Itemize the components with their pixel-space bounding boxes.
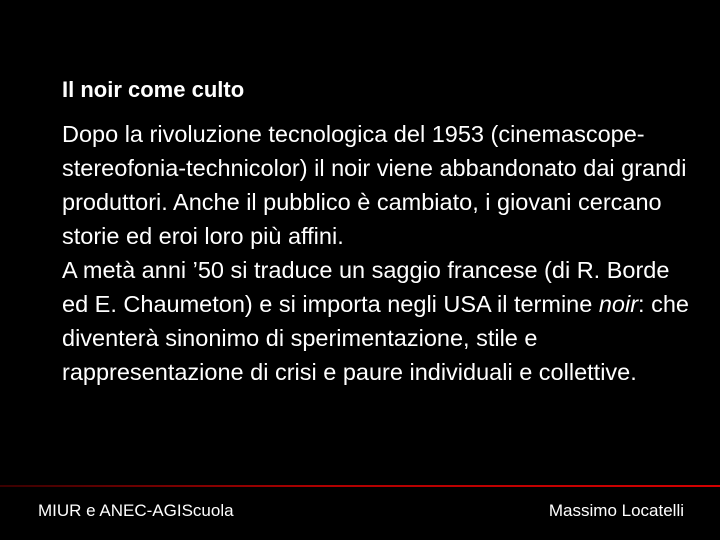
- footer-organization: MIUR e ANEC-AGIScuola: [38, 501, 234, 520]
- paragraph-2-end: : che diventerà sinonimo di sperimentazione, stile e rappresentazione di crisi e paure individuali e collettive.: [62, 291, 689, 385]
- paragraph-2-emphasis: noir: [598, 291, 639, 317]
- paragraph-2: [62, 253, 702, 389]
- slide-title: Il noir come culto: [62, 77, 245, 102]
- footer-author: Massimo Locatelli: [548, 501, 684, 520]
- paragraph-1: Dopo la rivoluzione tecnologica del 1953 (cinemascope-stereofonia-technicolor) il noir viene abbandonato dai grandi produttori. Anche il pubblico è cambiato, i giovani cercano storie ed eroi loro più affini.: [62, 121, 687, 249]
- paragraph-2-start: A metà anni ’50 si traduce un saggio francese (di R. Borde ed E. Chaumeton) e si importa negli USA il termine: [62, 257, 670, 317]
- slide-body: [62, 117, 702, 389]
- footer-divider: [0, 485, 720, 487]
